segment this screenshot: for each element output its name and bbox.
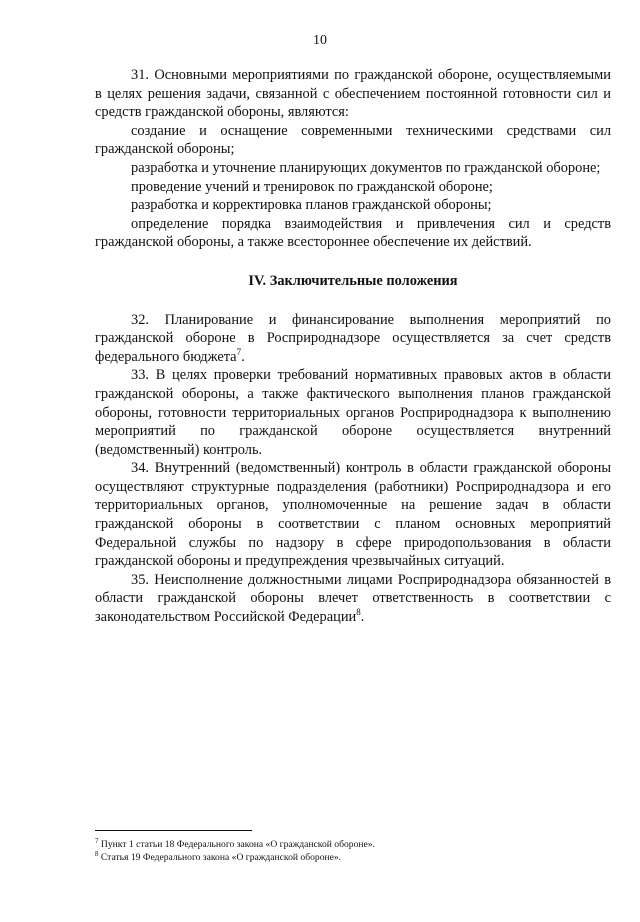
paragraph-35 [95,571,611,627]
list-item: разработка и корректировка планов гражданской обороны; [131,197,492,214]
paragraph-33: 33. В целях проверки требований нормативных правовых актов в области гражданской обороны, а также фактического выполнения планов гражданской обороны, готовности территориальных органов Росприроднадзора к выполнению мероприятий по гражданской обороне осуществляется внутренний (ведомственный) контроль. [95,367,611,458]
paragraph-32-end: . [241,348,245,365]
page-number: 10 [313,33,327,48]
paragraph-31: 31. Основными мероприятиями по гражданской обороне, осуществляемыми в целях решения задачи, связанной с обеспечением постоянной готовности сил и средств гражданской обороны, являются: [95,67,611,121]
list-item: создание и оснащение современными техническими средствами сил гражданской обороны; [95,122,611,158]
footnote [95,838,611,851]
footnote-text: Статья 19 Федерального закона «О гражданской обороне». [98,852,342,863]
footnote-divider [95,830,252,831]
list-item: проведение учений и тренировок по гражданской обороне; [131,178,493,195]
footnote-mark: 8 [95,849,99,858]
list-item: разработка и уточнение планирующих документов по гражданской обороне; [131,159,601,176]
paragraph-35-end: . [360,609,365,626]
paragraph-35-text: 35. Неисполнение должностными лицами Росприроднадзора обязанностей в области гражданской обороны влечет ответственность в соответствии с законодательством Российской Федерации [95,571,611,626]
footnote-mark: 7 [95,836,99,845]
footnotes [95,838,611,864]
section-heading: IV. Заключительные положения [248,272,458,289]
paragraph-34: 34. Внутренний (ведомственный) контроль в области гражданской обороны осуществляют структурные подразделения (работники) Росприроднадзора и его территориальных органов, уполномоченные на решение задач в области гражданской обороны в соответствии с планом основных мероприятий Федеральной службы по надзору в сфере природопользования в области гражданской обороны и предупреждения чрезвычайных ситуаций. [95,460,611,570]
paragraph-32 [95,311,611,367]
document-body [95,66,611,627]
footnote-ref-7: 7 [236,346,242,357]
list-item: определение порядка взаимодействия и привлечения сил и средств гражданской обороны, а также всестороннее обеспечение их действий. [95,215,611,251]
footnote-ref-8: 8 [356,607,361,618]
footnote-text: Пункт 1 статьи 18 Федерального закона «О гражданской обороне». [98,839,375,850]
paragraph-32-text: 32. Планирование и финансирование выполнения мероприятий по гражданской обороне в Росприроднадзоре осуществляется за счет средств федерального бюджета [95,311,611,365]
footnote [95,851,611,864]
